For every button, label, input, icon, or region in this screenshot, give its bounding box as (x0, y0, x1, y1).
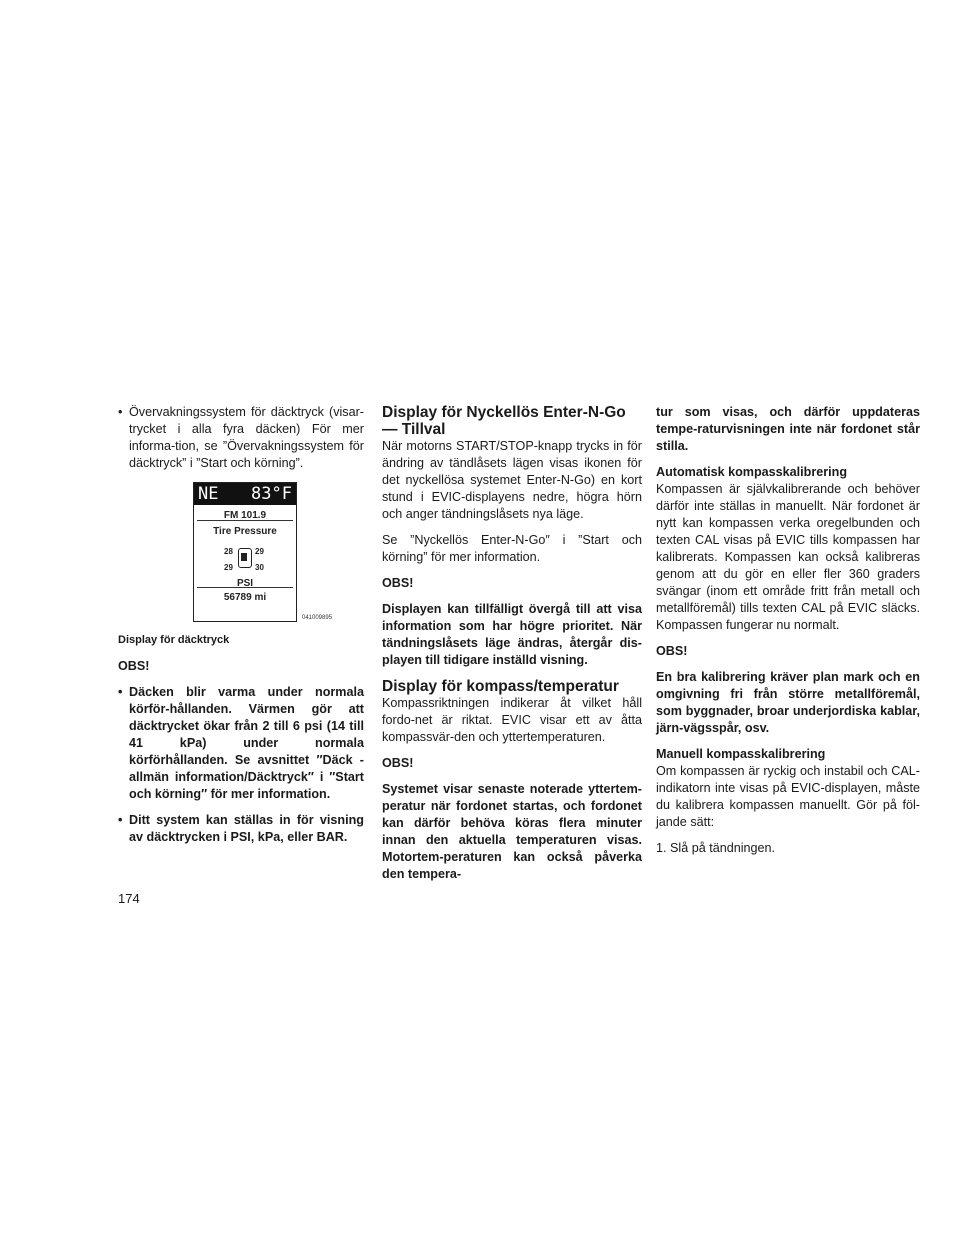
column-middle (382, 404, 642, 892)
obs-label: OBS! (118, 659, 150, 673)
tire-front-left: 28 (224, 547, 233, 556)
bullet-units: • Ditt system kan ställas in för visning av däcktrycken i PSI, kPa, eller BAR. (118, 812, 364, 846)
figure-code: 041009895 (302, 615, 333, 621)
paragraph-auto-calibration: Kompassen är självkalibrerande och behöver därför inte ställas in manuellt. När fordonet är nytt kan kompassen verka oregelbunden och texten CAL visas på EVIC tills kompassen har kalibrerats. Kompassen kan också kalibreras genom att du gör en eller fler 360 graders svängar (inom ett område fritt från metall och metallföremål) tills texten CAL på EVIC släcks. Kompassen fungerar nu normalt. (656, 482, 920, 632)
subheading-auto-calibration: Automatisk kompasskalibrering (656, 465, 848, 479)
column-right (656, 404, 920, 857)
bullet-tire-monitoring: • Övervakningssystem för däcktryck (visar-trycket i alla fyra däcken) För mer informa-tion, se ”Övervakningssystem för däcktryck” i ”Start och körning”. (118, 404, 364, 472)
list-item (656, 840, 920, 857)
tire-pressure-title: Tire Pressure (213, 526, 277, 537)
page-number: 174 (118, 891, 140, 906)
tire-rear-left: 29 (224, 563, 233, 572)
tire-rear-right: 30 (255, 563, 264, 572)
paragraph-reference: Se ”Nyckellös Enter-N-Go″ i ”Start och körning” för mer information. (382, 533, 642, 564)
radio-station: FM 101.9 (223, 510, 267, 521)
step-number: 1. (656, 841, 667, 855)
display-header (194, 483, 296, 505)
odometer: 56789 mi (223, 592, 267, 603)
tire-pressure-figure (118, 482, 364, 632)
outside-temperature: 83°F (251, 484, 292, 504)
car-icon (238, 548, 252, 568)
note-calibration: En bra kalibrering kräver plan mark och en omgivning fri från större metallföremål, som byggnader, broar underjordiska kablar, järn-vägsspår, osv. (656, 670, 920, 735)
display-divider (197, 587, 293, 588)
obs-label: OBS! (382, 756, 414, 770)
step-text: Slå på tändningen. (670, 841, 776, 855)
subheading-manual-calibration: Manuell kompasskalibrering (656, 747, 826, 761)
note-temperature: Systemet visar senaste noterade yttertem-peratur när fordonet startas, och fordonet kan därför behöva köras flera minuter innan den aktuella temperaturen visas. Motortem-peraturen kan också påverka den tempera- (382, 782, 642, 881)
paragraph-keyless: När motorns START/STOP-knapp trycks in för ändring av tändlåsets lägen visas ikonen för det nyckellösa systemet Enter-N-Go) en kort stund i EVIC-displayens nedre, högra hörn och anger tändningslåsets nya läge. (382, 439, 642, 521)
bullet-tire-heat: • Däcken blir varma under normala körför-hållanden. Värmen gör att däcktrycket ökar från 2 till 6 psi (14 till 41 kPa) under normala körförhållanden. Se avsnittet ″Däck - allmän information/Däcktryck″ i ″Start och körning″ för mer information. (118, 684, 364, 803)
note-temperature-continued: tur som visas, och därför uppdateras tempe-raturvisningen inte när fordonet står stilla. (656, 405, 920, 453)
compass-heading: NE (198, 484, 219, 504)
paragraph-manual-calibration: Om kompassen är ryckig och instabil och CAL-indikatorn inte visas på EVIC-displayen, måste du kalibrera kompassen manuellt. Gör på föl-jande sätt: (656, 764, 920, 829)
display-divider (197, 520, 293, 521)
figure-caption: Display för däcktryck (118, 634, 230, 646)
note-display-priority: Displayen kan tillfälligt övergå till att visa information som har högre prioritet. När tändningslåsets läge ändras, återgår dis-playen till tidigare inställd visning. (382, 602, 642, 667)
evic-display (193, 482, 297, 622)
obs-label: OBS! (382, 576, 414, 590)
pressure-unit: PSI (236, 578, 254, 589)
tire-front-right: 29 (255, 547, 264, 556)
column-left (118, 404, 364, 855)
paragraph-compass: Kompassriktningen indikerar åt vilket håll fordo-net är riktat. EVIC visar ett av åtta kompassvär-den och yttertemperaturen. (382, 696, 642, 744)
heading-compass: Display för kompass/temperatur (382, 678, 619, 695)
obs-label: OBS! (656, 644, 688, 658)
heading-keyless: Display för Nyckellös Enter-N-Go — Tillval (382, 404, 626, 438)
